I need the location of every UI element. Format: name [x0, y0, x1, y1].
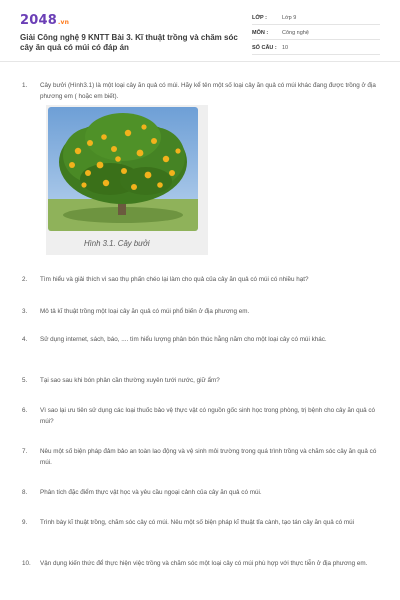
meta-value: Lớp 9 — [282, 15, 297, 21]
question-number: 3. — [22, 308, 28, 315]
meta-label: LỚP : — [252, 15, 267, 21]
question-number: 9. — [22, 519, 28, 526]
question-number: 4. — [22, 336, 28, 343]
pomelo-tree-image — [48, 107, 198, 231]
meta-row-class — [252, 13, 380, 25]
question-text: Tìm hiểu và giải thích vì sao thụ phấn chéo lại làm cho quả của cây ăn quả có múi có nhiều hạt? — [40, 276, 309, 283]
question-text: Vận dụng kiến thức để thực hiện việc trồng và chăm sóc một loại cây có múi phù hợp với thực tiễn ở địa phương em. — [40, 560, 368, 567]
meta-value: Công nghệ — [282, 30, 309, 36]
question-text: Mô tả kĩ thuật trồng một loại cây ăn quả có múi phổ biến ở địa phương em. — [40, 308, 250, 315]
question-text: Nêu một số biện pháp đảm bảo an toàn lao động và vệ sinh môi trường trong quá trình trồng và chăm sóc cây ăn quả có múi. — [40, 448, 377, 466]
meta-row-count — [252, 43, 380, 55]
question-text: Sử dụng internet, sách, báo, .... tìm hiểu lượng phân bón thúc hằng năm cho một loại cây có múi khác. — [40, 336, 327, 343]
figure-caption: Hình 3.1. Cây bưởi — [84, 239, 150, 248]
question-text: Tại sao sau khi bón phân cần thường xuyên tưới nước, giữ ẩm? — [40, 377, 220, 384]
meta-row-subject — [252, 28, 380, 40]
question-text: Trình bày kĩ thuật trồng, chăm sóc cây có múi. Nêu một số biện pháp kĩ thuật tỉa cành, tạo tán cây ăn quả có múi — [40, 519, 355, 526]
site-logo[interactable] — [20, 13, 69, 28]
question-number: 5. — [22, 377, 28, 384]
question-text: Phân tích đặc điểm thực vật học và yêu cầu ngoại cảnh của cây ăn quả có múi. — [40, 489, 262, 496]
meta-label: SỐ CÂU : — [252, 45, 277, 51]
question-text: Cây bưởi (Hình3.1) là một loại cây ăn quả có múi. Hãy kể tên một số loại cây ăn quả có múi khác đang được trồng ở địa phương em ( hoặc em biết). — [40, 82, 376, 100]
question-number: 7. — [22, 448, 28, 455]
question-number: 2. — [22, 276, 28, 283]
question-number: 10. — [22, 560, 31, 567]
meta-value: 10 — [282, 45, 289, 51]
meta-label: MÔN : — [252, 30, 269, 36]
document-meta — [252, 13, 380, 58]
document-title: Giải Công nghệ 9 KNTT Bài 3. Kĩ thuật trồng và chăm sóc cây ăn quả có múi có đáp án — [20, 33, 238, 52]
logo-text: 2048 — [20, 13, 57, 28]
question-number: 6. — [22, 407, 28, 414]
figure-pomelo — [46, 105, 208, 255]
question-number: 1. — [22, 82, 28, 89]
question-text: Vì sao lại ưu tiên sử dụng các loại thuốc bảo vệ thực vật có nguồn gốc sinh học trong phòng, trị bệnh cho cây ăn quả có múi? — [40, 407, 376, 425]
logo-suffix: .vn — [57, 19, 70, 26]
question-number: 8. — [22, 489, 28, 496]
page-header — [0, 0, 400, 62]
